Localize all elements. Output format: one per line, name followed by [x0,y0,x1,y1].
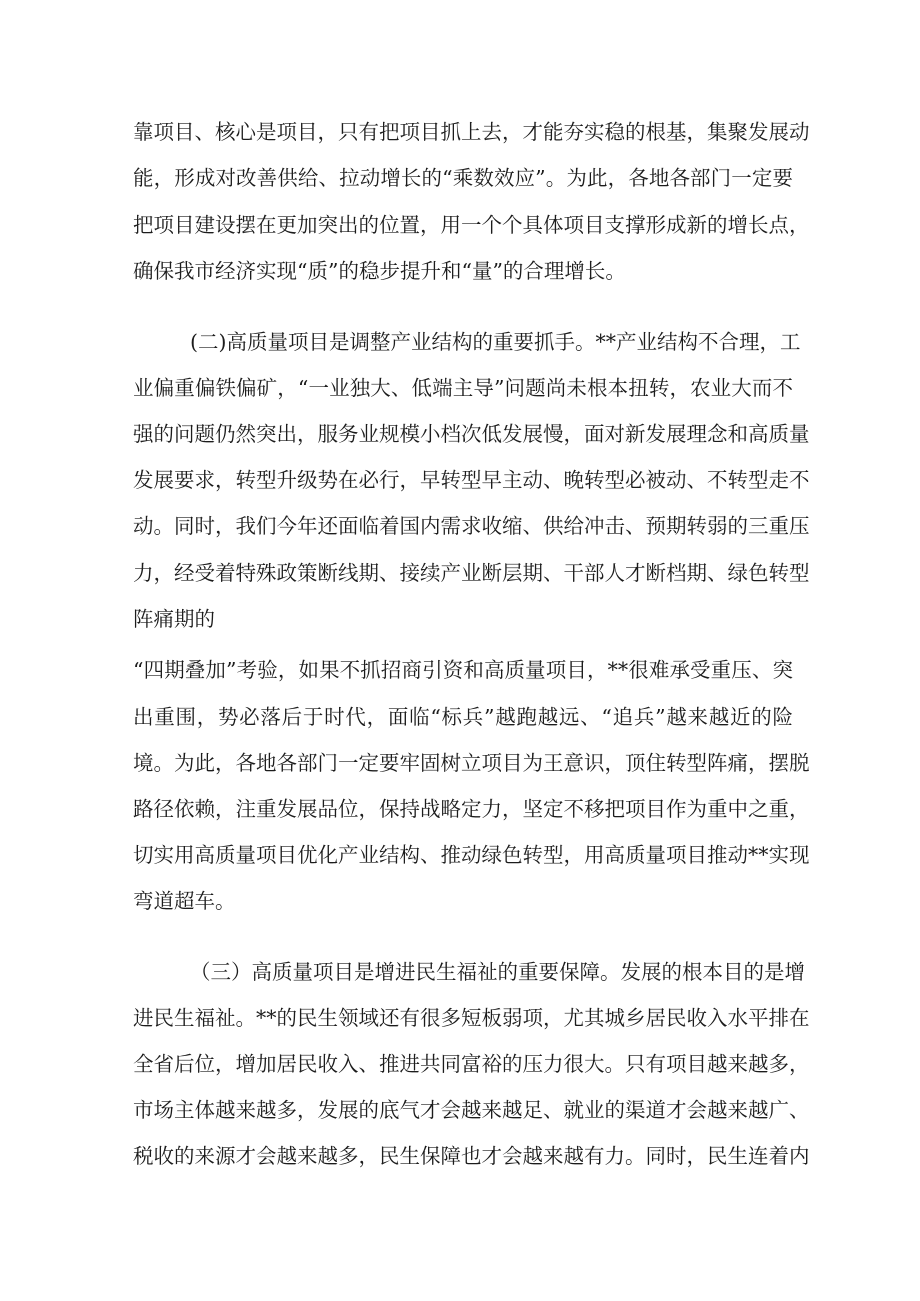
paragraph-2-line-11: 路径依赖，注重发展品位，保持战略定力，坚定不移把项目作为重中之重， [133,797,810,821]
paragraph-3-line-1: （三）高质量项目是增进民生福祉的重要保障。发展的根本目的是增 [190,960,805,984]
paragraph-3-line-4: 市场主体越来越多，发展的底气才会越来越足、就业的渠道才会越来越广、 [133,1098,810,1122]
paragraph-3-line-3: 全省后位，增加居民收入、推进共同富裕的压力很大。只有项目越来越多， [133,1052,810,1076]
paragraph-2-line-10: 境。为此，各地各部门一定要牢固树立项目为王意识，顶住转型阵痛，摆脱 [133,751,810,775]
paragraph-2-line-13: 弯道超车。 [133,889,236,913]
paragraph-3-line-5: 税收的来源才会越来越多，民生保障也才会越来越有力。同时，民生连着内 [133,1144,810,1168]
paragraph-2-line-12: 切实用高质量项目优化产业结构、推动绿色转型，用高质量项目推动**实现 [133,843,810,867]
paragraph-3-line-2: 进民生福祉。**的民生领域还有很多短板弱项，尤其城乡居民收入水平排在 [133,1006,810,1030]
paragraph-2-line-7: 阵痛期的 [133,607,215,631]
paragraph-2-line-4: 发展要求，转型升级势在必行，早转型早主动、晚转型必被动、不转型走不 [133,468,810,492]
paragraph-2-line-5: 动。同时，我们今年还面临着国内需求收缩、供给冲击、预期转弱的三重压 [133,514,810,538]
paragraph-2-line-6: 力，经受着特殊政策断线期、接续产业断层期、干部人才断档期、绿色转型 [133,561,810,585]
paragraph-2-line-9: 出重围，势必落后于时代，面临“标兵”越跑越远、“追兵”越来越近的险 [133,705,793,729]
paragraph-1-line-2: 能，形成对改善供给、拉动增长的“乘数效应”。为此，各地各部门一定要 [133,166,793,190]
paragraph-2-line-1: (二)高质量项目是调整产业结构的重要抓手。**产业结构不合理，工 [190,330,801,354]
paragraph-1-line-4: 确保我市经济实现“质”的稳步提升和“量”的合理增长。 [133,259,626,283]
paragraph-1-line-3: 把项目建设摆在更加突出的位置，用一个个具体项目支撑形成新的增长点， [133,213,810,237]
paragraph-1-line-1: 靠项目、核心是项目，只有把项目抓上去，才能夯实稳的根基，集聚发展动 [133,120,810,144]
paragraph-2-line-8: “四期叠加”考验，如果不抓招商引资和高质量项目，**很难承受重压、突 [133,658,793,682]
paragraph-2-line-2: 业偏重偏铁偏矿，“一业独大、低端主导”问题尚未根本扭转，农业大而不 [133,376,793,400]
paragraph-2-line-3: 强的问题仍然突出，服务业规模小档次低发展慢，面对新发展理念和高质量 [133,422,810,446]
